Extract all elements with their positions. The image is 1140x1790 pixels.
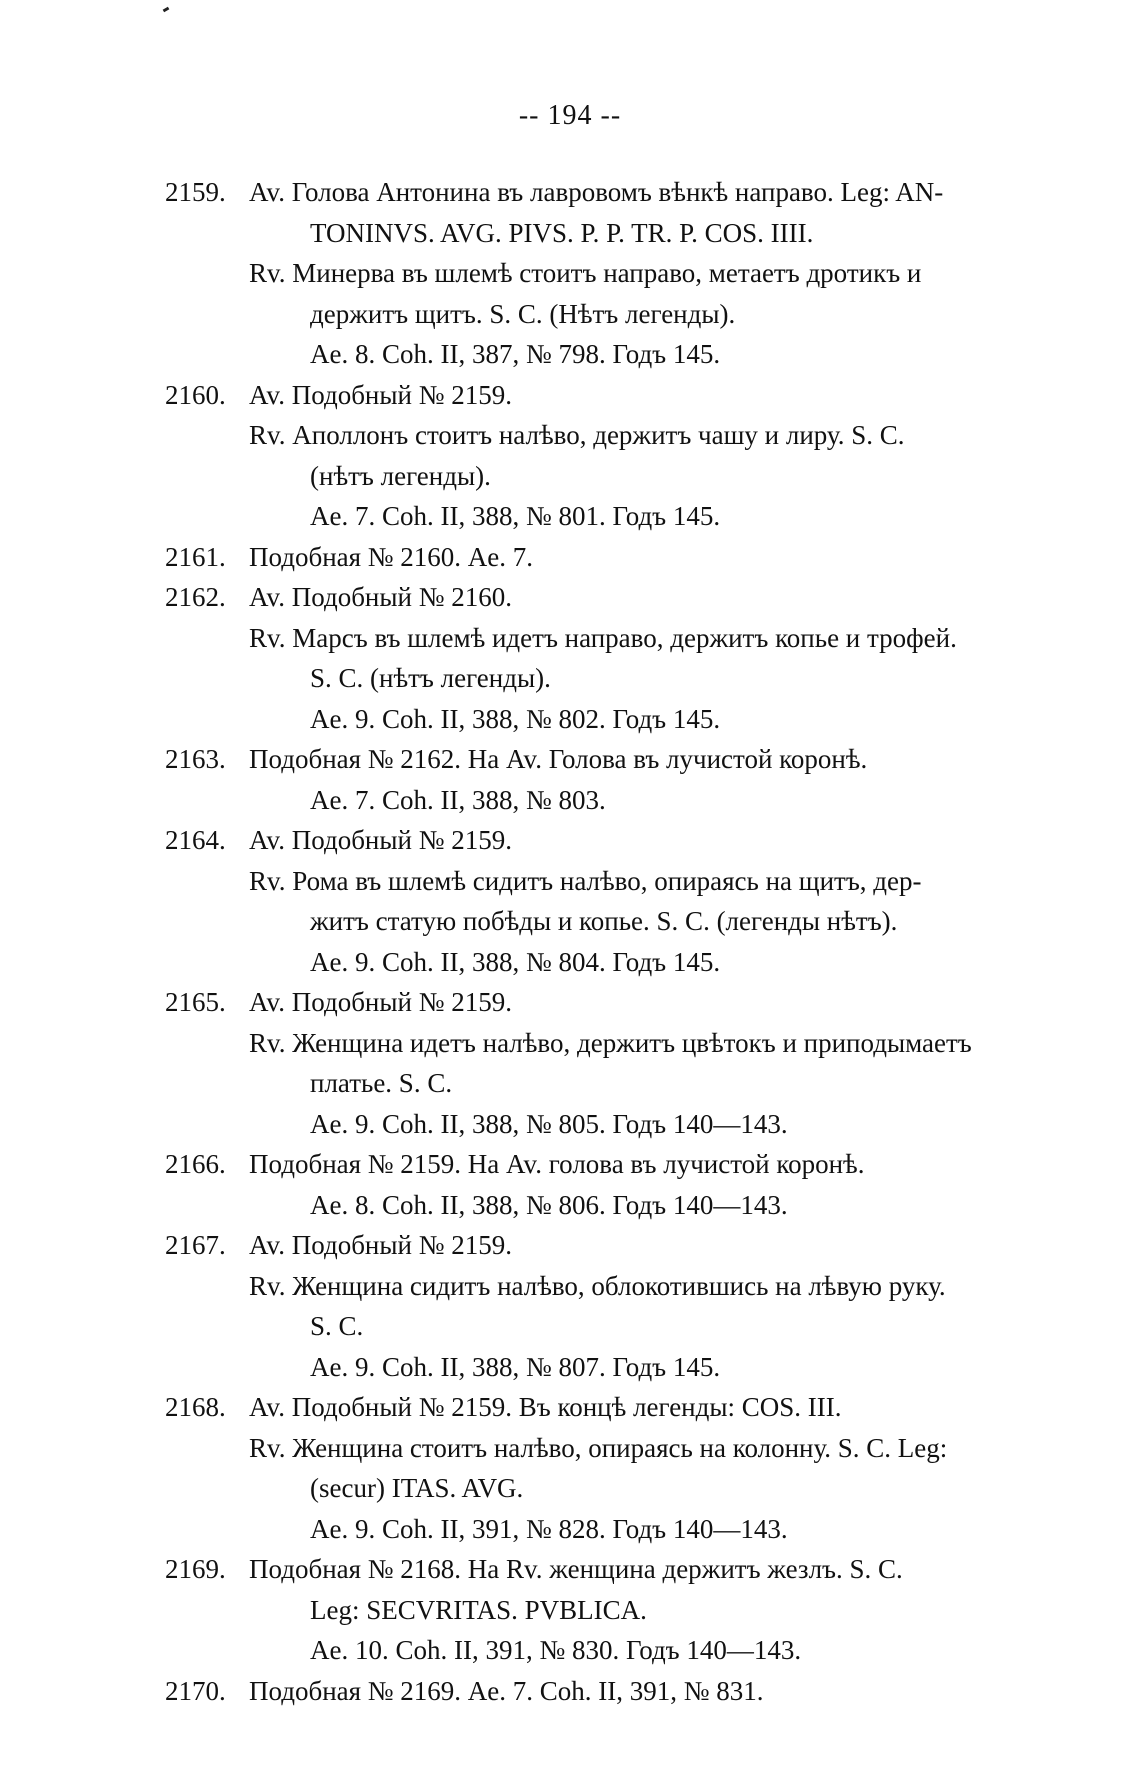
entry-2168: [0, 1387, 1140, 1428]
entry-line: Ae. 7. Coh. II, 388, № 801. Годъ 145.: [310, 501, 721, 531]
entry-line: Av. Подобный № 2159.: [249, 379, 512, 410]
entry-line: Rv. Минерва въ шлемѣ стоитъ направо, метаетъ дротикъ и: [249, 258, 922, 288]
entry-number: 2162.: [165, 582, 226, 612]
entry-line: житъ статую побѣды и копье. S. C. (легенды нѣтъ).: [310, 906, 898, 936]
entry-line: Rv. Женщина сидитъ налѣво, облокотившись на лѣвую руку.: [249, 1270, 946, 1301]
entry-line: Leg: SECVRITAS. PVBLICA.: [310, 1594, 647, 1625]
entry-line: Av. Подобный № 2160.: [249, 582, 512, 612]
entry-2165: [0, 982, 1140, 1023]
entry-line: Подобная № 2160. Ae. 7.: [249, 541, 534, 572]
entry-number: 2166.: [165, 1149, 226, 1179]
entry-number: 2169.: [165, 1554, 226, 1584]
entry-2164: [0, 820, 1140, 861]
entry-line: Ae. 8. Coh. II, 387, № 798. Годъ 145.: [310, 339, 721, 369]
entry-number: 2167.: [165, 1230, 226, 1260]
entry-number: 2164.: [165, 825, 226, 855]
entry-line: Ae. 9. Coh. II, 388, № 807. Годъ 145.: [310, 1351, 721, 1382]
entry-2169: [0, 1549, 1140, 1590]
entry-line: Подобная № 2162. На Av. Голова въ лучистой коронѣ.: [249, 744, 868, 774]
entry-line: Rv. Женщина стоитъ налѣво, опираясь на колонну. S. C. Leg:: [249, 1432, 948, 1463]
entry-number: 2170.: [165, 1675, 226, 1706]
entry-number: 2160.: [165, 379, 226, 410]
entry-line: Av. Голова Антонина въ лавровомъ вѣнкѣ направо. Leg: AN-: [249, 177, 944, 207]
scan-speck: [163, 7, 170, 13]
entry-line: Rv. Женщина идетъ налѣво, держитъ цвѣтокъ и приподымаетъ: [249, 1027, 972, 1058]
page-number: -- 194 --: [518, 100, 622, 131]
entry-2170: [0, 1671, 1140, 1712]
entry-2160: [0, 375, 1140, 416]
entry-line: (нѣтъ легенды).: [310, 460, 491, 491]
catalog-entries: [0, 172, 1140, 1711]
entry-2167: [0, 1225, 1140, 1266]
entry-number: 2165.: [165, 987, 226, 1017]
entry-2162: [0, 577, 1140, 618]
entry-line: Rv. Аполлонъ стоитъ налѣво, держитъ чашу и лиру. S. C.: [249, 420, 905, 450]
entry-line: Ae. 9. Coh. II, 388, № 804. Годъ 145.: [310, 946, 721, 977]
entry-number: 2163.: [165, 744, 226, 774]
entry-2159: [0, 172, 1140, 213]
entry-line: Av. Подобный № 2159. Въ концѣ легенды: COS. III.: [249, 1392, 842, 1422]
entry-number: 2168.: [165, 1392, 226, 1422]
entry-line: Подобная № 2159. На Av. голова въ лучистой коронѣ.: [249, 1149, 865, 1179]
entry-line: Ae. 9. Coh. II, 388, № 802. Годъ 145.: [310, 703, 721, 734]
entry-line: Av. Подобный № 2159.: [249, 987, 512, 1017]
entry-line: Av. Подобный № 2159.: [249, 1230, 512, 1260]
entry-line: Ae. 7. Coh. II, 388, № 803.: [310, 784, 606, 815]
entry-line: Ae. 9. Coh. II, 388, № 805. Годъ 140—143.: [310, 1108, 788, 1139]
entry-line: Ae. 8. Coh. II, 388, № 806. Годъ 140—143.: [310, 1189, 788, 1220]
entry-line: Rv. Марсъ въ шлемѣ идетъ направо, держитъ копье и трофей.: [249, 622, 957, 653]
entry-line: Подобная № 2168. На Rv. женщина держитъ жезлъ. S. C.: [249, 1554, 903, 1584]
entry-line: Ae. 9. Coh. II, 391, № 828. Годъ 140—143.: [310, 1513, 788, 1544]
entry-number: 2159.: [165, 177, 226, 207]
entry-line: Rv. Рома въ шлемѣ сидитъ налѣво, опираясь на щитъ, дер-: [249, 865, 922, 896]
entry-line: платье. S. C.: [310, 1068, 453, 1098]
entry-line: Ae. 10. Coh. II, 391, № 830. Годъ 140—143.: [310, 1635, 802, 1665]
entry-2166: [0, 1144, 1140, 1185]
entry-line: держитъ щитъ. S. C. (Нѣтъ легенды).: [310, 298, 736, 329]
entry-line: Av. Подобный № 2159.: [249, 825, 512, 855]
entry-line: TONINVS. AVG. PIVS. P. P. TR. P. COS. IIII.: [310, 217, 814, 248]
entry-line: S. C. (нѣтъ легенды).: [310, 663, 551, 693]
entry-line: (secur) ITAS. AVG.: [310, 1473, 524, 1503]
entry-line: S. C.: [310, 1311, 364, 1341]
entry-line: Подобная № 2169. Ae. 7. Coh. II, 391, № 831.: [249, 1675, 764, 1706]
entry-2163: [0, 739, 1140, 780]
entry-2161: [0, 537, 1140, 578]
entry-number: 2161.: [165, 541, 226, 572]
